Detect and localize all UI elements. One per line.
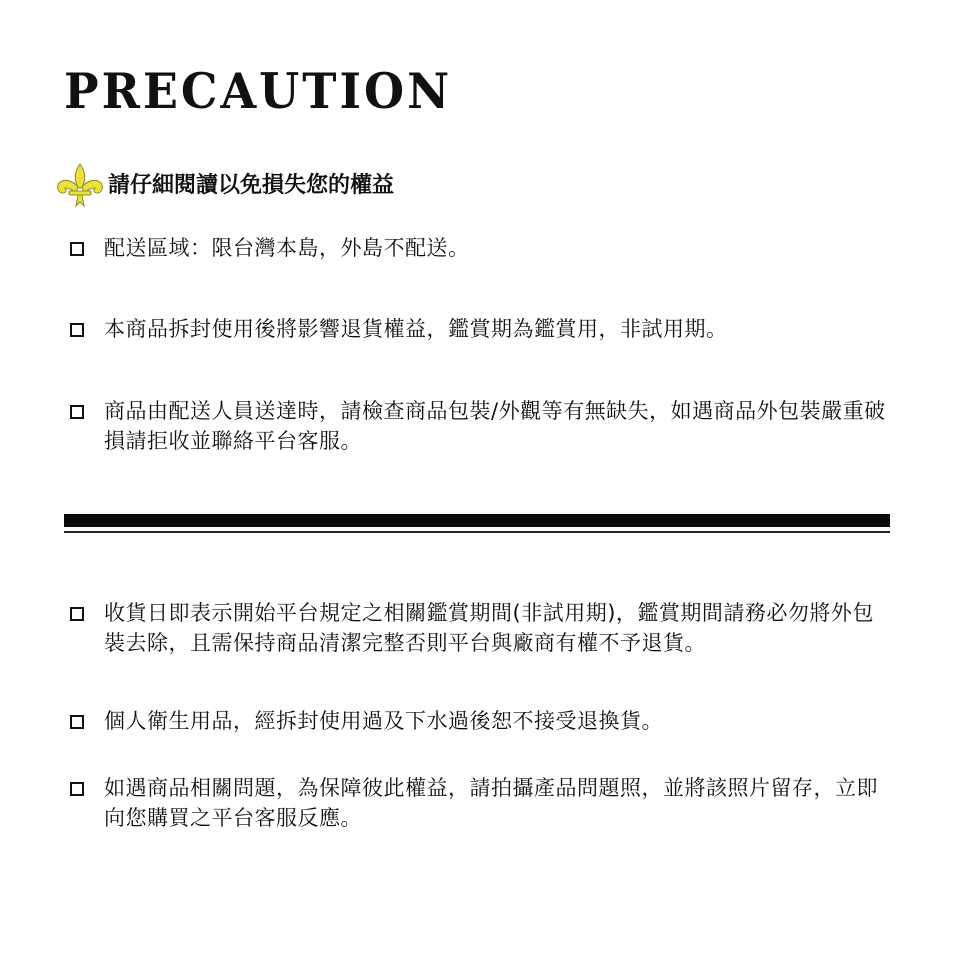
list-item <box>70 396 900 456</box>
list-item-text: 如遇商品相關問題，為保障彼此權益，請拍攝產品問題照，並將該照片留存，立即向您購買之平台客服反應。 <box>104 776 878 830</box>
subtitle: 請仔細閱讀以免損失您的權益 <box>108 173 395 198</box>
fleur-de-lis-icon <box>54 160 106 212</box>
list-item-text: 商品由配送人員送達時，請檢查商品包裝/外觀等有無缺失，如遇商品外包裝嚴重破損請拒收並聯絡平台客服。 <box>104 399 886 453</box>
square-bullet-icon <box>70 782 84 796</box>
page-title: PRECAUTION <box>64 63 453 120</box>
list-item <box>70 598 900 658</box>
subtitle-row <box>54 160 394 212</box>
list-item <box>70 314 900 344</box>
list-item-text: 收貨日即表示開始平台規定之相關鑑賞期間(非試用期)，鑑賞期間請務必勿將外包裝去除，且需保持商品清潔完整否則平台與廠商有權不予退貨。 <box>104 601 874 655</box>
square-bullet-icon <box>70 405 84 419</box>
section-divider <box>64 514 890 533</box>
square-bullet-icon <box>70 607 84 621</box>
square-bullet-icon <box>70 323 84 337</box>
list-item <box>70 233 900 263</box>
divider-thin-line <box>64 531 890 533</box>
list-item <box>70 773 900 833</box>
divider-thick-line <box>64 514 890 527</box>
list-item-text: 本商品拆封使用後將影響退貨權益，鑑賞期為鑑賞用，非試用期。 <box>104 317 728 341</box>
list-item <box>70 706 900 736</box>
square-bullet-icon <box>70 715 84 729</box>
square-bullet-icon <box>70 242 84 256</box>
list-item-text: 配送區域：限台灣本島，外島不配送。 <box>104 236 470 260</box>
list-item-text: 個人衛生用品，經拆封使用過及下水過後恕不接受退換貨。 <box>104 709 663 733</box>
